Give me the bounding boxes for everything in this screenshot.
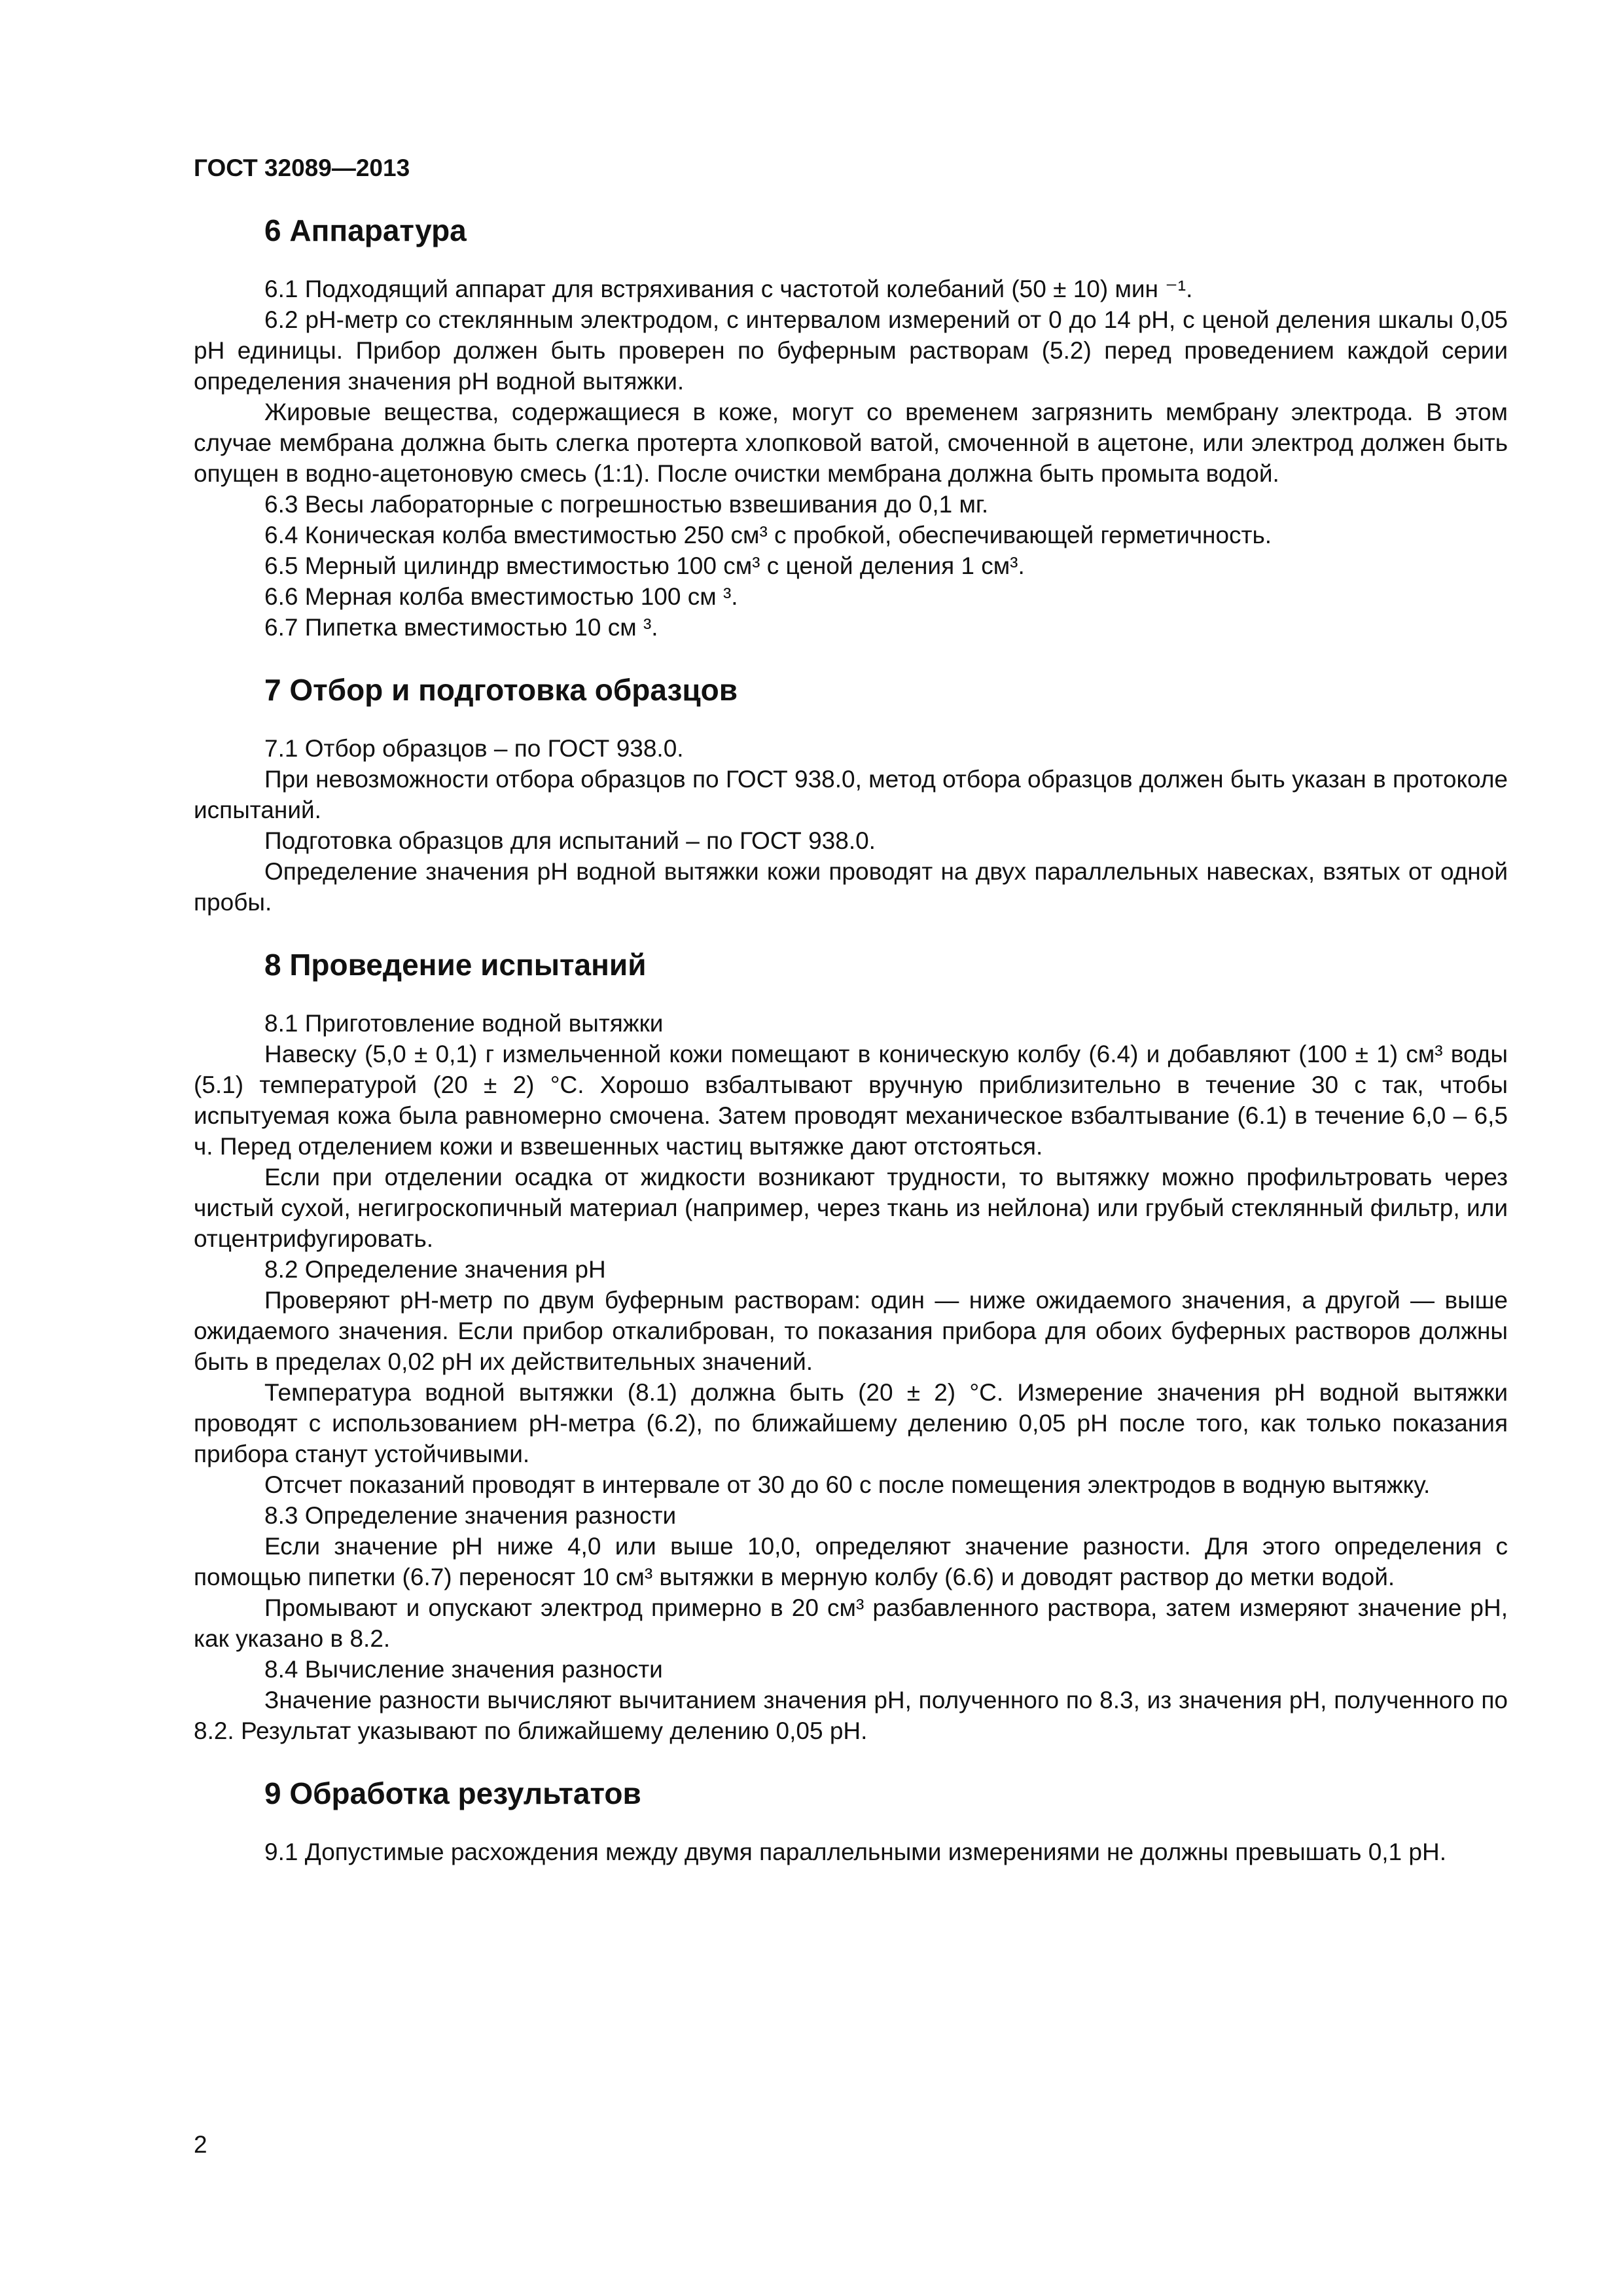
paragraph: 7.1 Отбор образцов – по ГОСТ 938.0. (264, 735, 684, 762)
section-8 (194, 945, 1508, 1746)
section-6 (194, 211, 1508, 643)
paragraph: 6.1 Подходящий аппарат для встряхивания с частотой колебаний (50 ± 10) мин ⁻¹. (264, 276, 1193, 302)
paragraph: Определение значения рН водной вытяжки кожи проводят на двух параллельных навесках, взятых от одной пробы. (194, 858, 1508, 916)
paragraph: Подготовка образцов для испытаний – по ГОСТ 938.0. (264, 827, 876, 854)
section-8-title: 8 Проведение испытаний (264, 948, 647, 982)
paragraph: Если при отделении осадка от жидкости возникают трудности, то вытяжку можно профильтровать через чистый сухой, негигроскопичный материал (например, через ткань из нейлона) или грубый стеклянный фильтр, или отцентрифугировать. (194, 1164, 1508, 1252)
section-9-title: 9 Обработка результатов (264, 1776, 641, 1810)
paragraph: 8.1 Приготовление водной вытяжки (264, 1010, 664, 1037)
paragraph: 9.1 Допустимые расхождения между двумя параллельными измерениями не должны превышать 0,1 рН. (264, 1839, 1446, 1865)
paragraph: При невозможности отбора образцов по ГОСТ 938.0, метод отбора образцов должен быть указан в протоколе испытаний. (194, 766, 1508, 823)
paragraph: Значение разности вычисляют вычитанием значения рН, полученного по 8.3, из значения рН, полученного по 8.2. Результат указывают по ближайшему делению 0,05 рН. (194, 1687, 1508, 1744)
paragraph: 8.2 Определение значения рН (264, 1256, 606, 1283)
paragraph: Промывают и опускают электрод примерно в 20 см³ разбавленного раствора, затем измеряют значение рН, как указано в 8.2. (194, 1594, 1508, 1652)
section-6-title: 6 Аппаратура (264, 213, 467, 247)
paragraph: Если значение рН ниже 4,0 или выше 10,0, определяют значение разности. Для этого определения с помощью пипетки (6.7) переносят 10 см³ вытяжки в мерную колбу (6.6) и доводят раствор до метки водой. (194, 1533, 1508, 1590)
paragraph: 6.7 Пипетка вместимостью 10 см ³. (264, 614, 658, 641)
paragraph: Проверяют рН-метр по двум буферным растворам: один — ниже ожидаемого значения, а другой — выше ожидаемого значения. Если прибор откалиброван, то показания прибора для обоих буферных растворов должны быть в пределах 0,02 рН их действительных значений. (194, 1287, 1508, 1375)
document-body (194, 211, 1508, 1867)
paragraph: 6.3 Весы лабораторные с погрешностью взвешивания до 0,1 мг. (264, 491, 989, 518)
paragraph: Жировые вещества, содержащиеся в коже, могут со временем загрязнить мембрану электрода. В этом случае мембрана должна быть слегка протерта хлопковой ватой, смоченной в ацетоне, или электрод должен быть опущен в водно-ацетоновую смесь (1:1). После очистки мембрана должна быть промыта водой. (194, 399, 1508, 487)
document-header: ГОСТ 32089—2013 (194, 154, 410, 181)
paragraph: 6.5 Мерный цилиндр вместимостью 100 см³ с ценой деления 1 см³. (264, 552, 1025, 579)
paragraph: 6.4 Коническая колба вместимостью 250 см³ с пробкой, обеспечивающей герметичность. (264, 522, 1272, 548)
paragraph: Навеску (5,0 ± 0,1) г измельченной кожи помещают в коническую колбу (6.4) и добавляют (100 ± 1) см³ воды (5.1) температурой (20 ± 2) °С. Хорошо взбалтывают вручную приблизительно в течение 30 с так, чтобы испытуемая кожа была равномерно смочена. Затем проводят механическое взбалтывание (6.1) в течение 6,0 – 6,5 ч. Перед отделением кожи и взвешенных частиц вытяжке дают отстояться. (194, 1041, 1508, 1160)
paragraph: Отсчет показаний проводят в интервале от 30 до 60 с после помещения электродов в водную вытяжку. (264, 1471, 1431, 1498)
paragraph: Температура водной вытяжки (8.1) должна быть (20 ± 2) °С. Измерение значения рН водной вытяжки проводят с использованием рН-метра (6.2), по ближайшему делению 0,05 рН после того, как только показания прибора станут устойчивыми. (194, 1379, 1508, 1467)
paragraph: 8.4 Вычисление значения разности (264, 1656, 663, 1683)
section-7 (194, 670, 1508, 918)
section-7-title: 7 Отбор и подготовка образцов (264, 673, 738, 707)
paragraph: 6.6 Мерная колба вместимостью 100 см ³. (264, 583, 738, 610)
section-9 (194, 1774, 1508, 1867)
paragraph: 6.2 рН-метр со стеклянным электродом, с интервалом измерений от 0 до 14 рН, с ценой деления шкалы 0,05 рН единицы. Прибор должен быть проверен по буферным растворам (5.2) перед проведением каждой серии определения значения рН водной вытяжки. (194, 306, 1508, 395)
page-number: 2 (194, 2131, 207, 2158)
paragraph: 8.3 Определение значения разности (264, 1502, 677, 1529)
